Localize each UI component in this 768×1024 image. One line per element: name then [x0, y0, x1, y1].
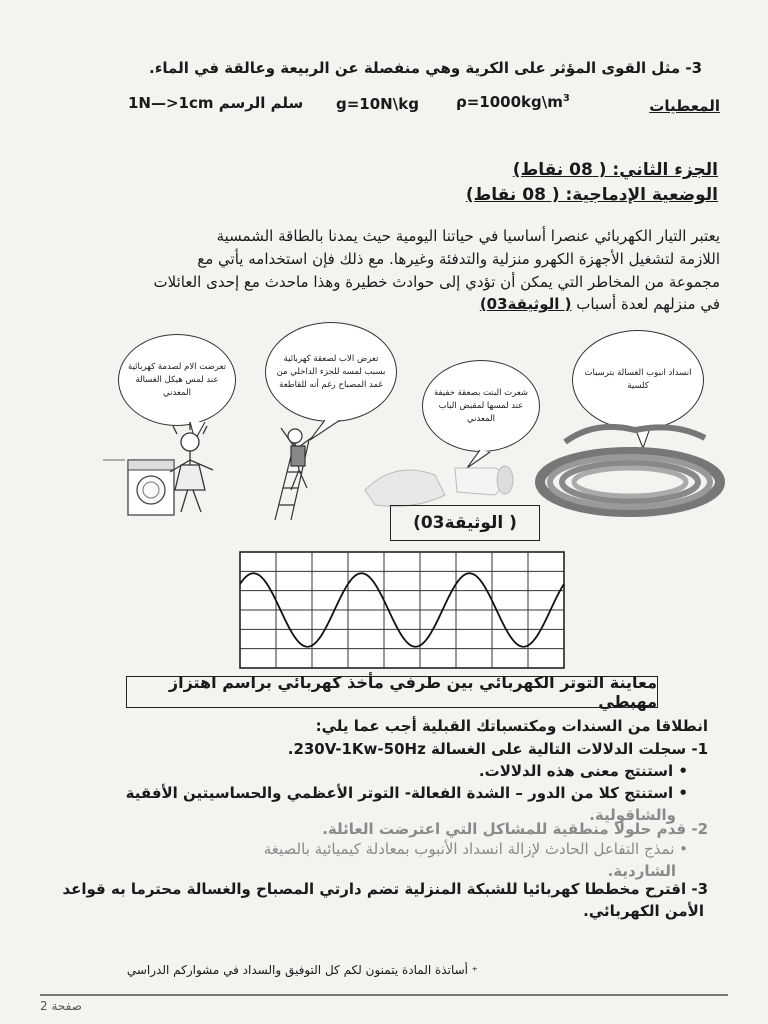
question-2: 2- قدم حلولا منطقية للمشاكل التي اعترضت العائلة.: [322, 820, 708, 838]
density-value: $\rho=1000kg\backslash m^3$: [456, 93, 570, 111]
footer-wishes: أساتذة المادة يتمنون لكم كل التوفيق والسداد في مشواركم الدراسي: [126, 963, 468, 977]
part2-subtitle: الوضعية الإدماجية: ( 08 نقاط): [465, 185, 718, 205]
intro-line-4: في منزلهم لعدة أسباب ( الوثيقة03): [479, 295, 720, 313]
bubble-daughter: شعرت البنت بصعقة خفيفة عند لمسها لمقبض الباب المعدني: [422, 360, 540, 452]
intro-line-2: اللازمة لتشغيل الأجهزة الكهرو منزلية والتدفئة وغيرها. مع ذلك فإن استخدامه يأتي مع: [197, 250, 720, 268]
door-handle-hand-figure: [365, 466, 513, 506]
father-on-ladder-figure: [275, 428, 311, 520]
gravity-value: g=10N\kg: [336, 95, 419, 113]
washing-machine-icon: [103, 460, 174, 515]
footer-bullet: ⁺: [471, 964, 478, 978]
question-3-cont: الأمن الكهربائي.: [583, 902, 704, 920]
oscilloscope-screen: [238, 550, 566, 670]
bubble-mother: تعرضت الام لصدمة كهربائية عند لمس هيكل الغسالة المعدني: [118, 334, 236, 426]
intro-line-3: مجموعة من المخاطر التي يمكن أن تؤدي إلى حوادث خطيرة وهذا ماحدث مع إحدى العائلات: [153, 273, 720, 291]
question-3-header: 3- مثل القوى المؤثر على الكرية وهي منفصلة عن الربيعة وعالقة في الماء.: [149, 59, 702, 77]
bubble-father: تعرض الاب لصعقة كهربائية بسبب لمسه للجزء الداخلي من غمد المصباح رغم أنه للقاطعة: [265, 322, 397, 422]
question-1a: • استنتج معنى هذه الدلالات.: [478, 762, 688, 780]
question-1: 1- سجلت الدلالات التالية على الغسالة 230V-1Kw-50Hz.: [287, 740, 708, 758]
mother-figure: [170, 422, 213, 512]
questions-lead: انطلاقا من السندات ومكتسباتك القبلية أجب عما يلي:: [315, 717, 708, 735]
intro-line-1: يعتبر التيار الكهربائي عنصرا أساسيا في حياتنا اليومية حيث يمدنا بالطاقة الشمسية: [216, 227, 720, 245]
coiled-hose-figure: [540, 427, 720, 512]
question-1b: • استنتج كلا من الدور – الشدة الفعالة- التوتر الأعظمي والحساسيتين الأفقية: [125, 784, 688, 802]
question-3: 3- اقترح مخططا كهربائيا للشبكة المنزلية تضم دارتي المصباح والغسالة محترما به قواعد: [62, 880, 708, 898]
bubble-pipe: انسداد انبوب الغسالة بترسبات كلسية: [572, 330, 704, 430]
question-2a-cont: الشاردية.: [607, 862, 676, 880]
question-1b-cont: والشاقولية.: [589, 806, 676, 824]
drawing-scale: سلم الرسم 1N—>1cm: [128, 94, 304, 112]
question-2a: • نمذج التفاعل الحادث لإزالة انسداد الأنبوب بمعادلة كيميائية بالصيغة: [263, 840, 688, 858]
part2-title: الجزء الثاني: ( 08 نقاط): [512, 160, 718, 180]
bubble-tail-daughter: [467, 450, 490, 468]
document-03-label: ( الوثيقة03): [390, 505, 540, 541]
givens-label: المعطيات: [649, 97, 720, 115]
footer-rule: [40, 994, 728, 996]
bubble-tail-father: [310, 420, 340, 440]
page-number: صفحة 2: [40, 999, 82, 1013]
oscilloscope-caption: معاينة التوتر الكهربائي بين طرفي مأخذ كهربائي براسم اهتزاز مهبطي: [126, 676, 658, 708]
